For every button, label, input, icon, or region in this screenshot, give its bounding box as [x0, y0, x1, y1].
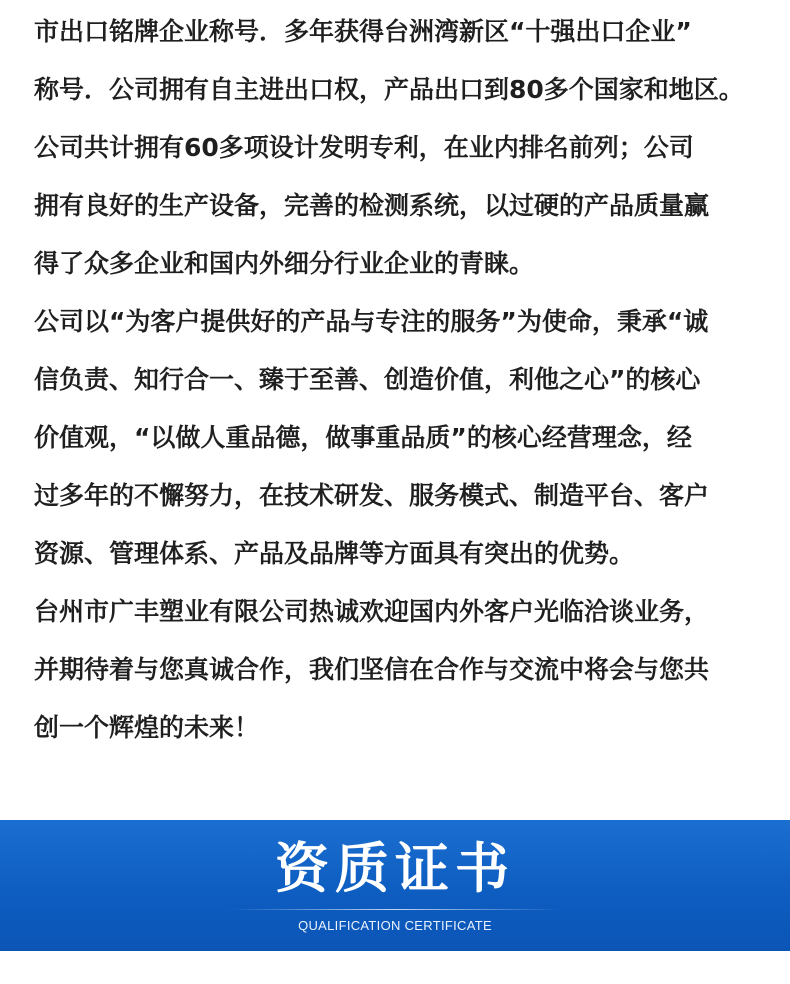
text-line: 过多年的不懈努力，在技术研发、服务模式、制造平台、客户	[34, 481, 710, 510]
text-line: 台州市广丰塑业有限公司热诚欢迎国内外客户光临洽谈业务，	[34, 597, 710, 626]
text-line: 市出口铭牌企业称号．多年获得台洲湾新区“十强出口企业”	[34, 17, 692, 46]
section-title: 资质证书	[275, 836, 515, 900]
text-line: 信负责、知行合一、臻于至善、创造价值，利他之心”的核心	[34, 365, 701, 394]
text-line: 拥有良好的生产设备，完善的检测系统，以过硬的产品质量赢	[34, 191, 710, 220]
text-line: 资源、管理体系、产品及品牌等方面具有突出的优势。	[34, 539, 635, 568]
title-divider	[231, 909, 559, 910]
text-line: 并期待着与您真诚合作，我们坚信在合作与交流中将会与您共	[34, 655, 710, 684]
text-line: 公司以“为客户提供好的产品与专注的服务”为使命，秉承“诚	[34, 307, 709, 336]
text-line: 得了众多企业和国内外细分行业企业的青睐。	[34, 249, 535, 278]
text-line: 称号．公司拥有自主进出口权，产品出口到80多个国家和地区。	[34, 75, 744, 104]
section-banner	[0, 820, 790, 951]
text-line: 公司共计拥有60多项设计发明专利，在业内排名前列；公司	[34, 133, 694, 162]
text-line: 创一个辉煌的未来！	[34, 713, 260, 742]
section-subtitle: QUALIFICATION CERTIFICATE	[298, 918, 492, 933]
text-line: 价值观，“以做人重品德，做事重品质”的核心经营理念，经	[34, 423, 692, 452]
